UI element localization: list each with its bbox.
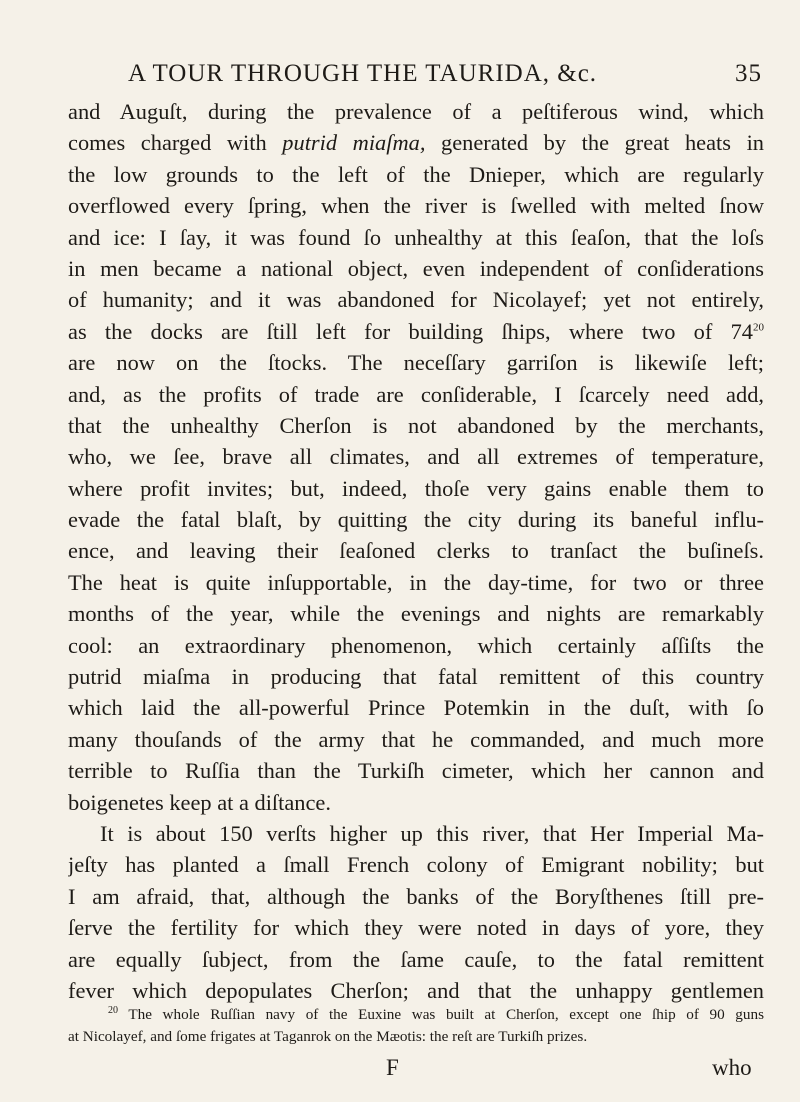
text-line: where profit invites; but, indeed, thoſe very gains enable them to: [68, 475, 764, 501]
text-line: comes charged with putrid miaſma, generated by the great heats in: [68, 130, 764, 156]
page-number: 35: [735, 60, 762, 87]
footnote-line: $^{20}$ The whole Ruſſian navy of the Euxine was built at Cherſon, except one ſhip of 90 guns: [108, 1004, 764, 1023]
text-line: boigenetes keep at a diſtance.: [68, 789, 331, 815]
text-line: ence, and leaving their ſeaſoned clerks to tranſact the buſineſs.: [68, 538, 764, 564]
text-line: the low grounds to the left of the Dnieper, which are regularly: [68, 161, 764, 187]
text-line: and ice: I ſay, it was found ſo unhealthy at this ſeaſon, that the loſs: [68, 224, 764, 250]
text-line: which laid the all-powerful Prince Potemkin in the duſt, with ſo: [68, 695, 764, 721]
footnote: [68, 1004, 764, 1048]
text-line: cool: an extraordinary phenomenon, which certainly aſſiſts the: [68, 632, 764, 658]
running-title: A TOUR THROUGH THE TAURIDA, &c.: [128, 60, 598, 87]
text-line: are equally ſubject, from the ſame cauſe, to the fatal remittent: [68, 946, 764, 972]
text-line: and Auguſt, during the prevalence of a peſtiferous wind, which: [68, 99, 764, 124]
text-line: many thouſands of the army that he commanded, and much more: [68, 726, 764, 752]
text-line: overflowed every ſpring, when the river is ſwelled with melted ſnow: [68, 193, 764, 219]
footnote-reference: 20: [753, 321, 764, 334]
text-line: of humanity; and it was abandoned for Nicolayef; yet not entirely,: [68, 287, 764, 313]
text-line: I am afraid, that, although the banks of the Boryſthenes ſtill pre-: [68, 883, 764, 909]
italic-term: putrid miaſma,: [282, 130, 426, 156]
text-line: ſerve the fertility for which they were noted in days of yore, they: [68, 915, 764, 941]
text-line: The heat is quite inſupportable, in the day-time, for two or three: [68, 569, 764, 595]
text-line: fever which depopulates Cherſon; and that the unhappy gentlemen: [68, 977, 764, 1003]
text-line: putrid miaſma in producing that fatal remittent of this country: [68, 664, 764, 690]
text-line: and, as the profits of trade are conſiderable, I ſcarcely need add,: [68, 381, 764, 407]
text-line: that the unhealthy Cherſon is not abandoned by the merchants,: [68, 412, 764, 438]
text-line: terrible to Ruſſia than the Turkiſh cimeter, which her cannon and: [68, 758, 764, 784]
footnote-mark: 20: [108, 1004, 118, 1016]
text-line: in men became a national object, even independent of conſiderations: [68, 255, 764, 281]
text-line: evade the fatal blaſt, by quitting the city during its baneful influ-: [68, 507, 764, 533]
text-line: who, we ſee, brave all climates, and all extremes of temperature,: [68, 444, 764, 470]
signature-mark: F: [386, 1055, 399, 1080]
catchword: who: [712, 1055, 752, 1080]
text-line: as the docks are ſtill left for building ſhips, where two of $74^{20}$: [68, 318, 764, 344]
body-text: [68, 96, 764, 1006]
text-line: It is about 150 verſts higher up this river, that Her Imperial Ma-: [100, 820, 764, 846]
text-line: jeſty has planted a ſmall French colony of Emigrant nobility; but: [68, 852, 764, 878]
footnote-line: at Nicolayef, and ſome frigates at Taganrok on the Mæotis: the reſt are Turkiſh prizes.: [68, 1028, 588, 1045]
running-head: [128, 60, 778, 92]
text-line: months of the year, while the evenings and nights are remarkably: [68, 601, 764, 627]
text-line: are now on the ſtocks. The neceſſary garriſon is likewiſe left;: [68, 350, 764, 376]
